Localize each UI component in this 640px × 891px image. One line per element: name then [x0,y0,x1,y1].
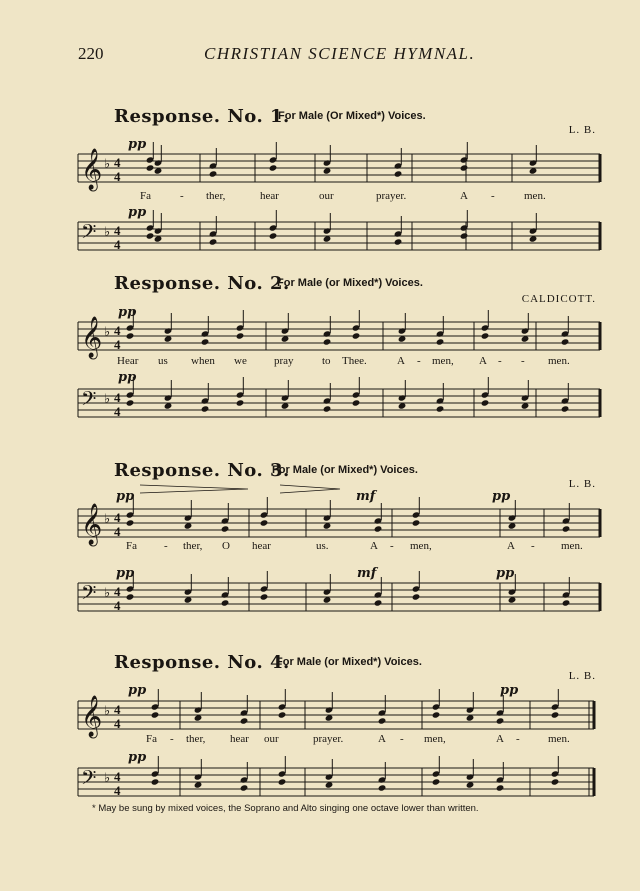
bass-clef-icon: 𝄢 [81,387,97,415]
note-head [460,232,469,239]
note-head [260,593,269,600]
response-title: Response. No. 1. [114,106,290,127]
note-head [394,238,403,245]
note-head [151,778,160,785]
lyrics-line [0,540,640,554]
dynamic-mark: pp [492,489,511,504]
lyric-syllable: men. [548,733,570,745]
lyric-syllable: men. [548,355,570,367]
note-head [126,519,135,526]
lyric-syllable: hear [230,733,249,745]
lyric-syllable: - [516,733,520,745]
lyric-syllable: Fa [126,540,137,552]
bass-staff [0,385,640,435]
note-head [278,778,287,785]
flat-icon: ♭ [104,511,111,526]
flat-icon: ♭ [104,156,111,171]
note-head [126,593,135,600]
treble-clef-icon: 𝄞 [81,504,103,545]
note-head [412,519,421,526]
lyric-syllable: Hear [117,355,139,367]
lyric-syllable: we [234,355,247,367]
dynamic-mark: pp [116,566,135,581]
bass-staff [0,579,640,629]
response-title: Response. No. 2. [114,273,290,294]
dynamic-mark: pp [128,683,147,698]
lyric-syllable: - [400,733,404,745]
note-head [126,399,135,406]
lyric-syllable: to [322,355,331,367]
lyric-syllable: ther, [206,190,226,202]
lyric-syllable: prayer. [313,733,344,745]
lyric-syllable: when [191,355,215,367]
time-signature: 4 [114,390,121,405]
bass-staff [0,218,640,268]
note-head [151,711,160,718]
note-head [221,525,230,532]
treble-clef-icon: 𝄞 [81,317,103,358]
dynamic-mark: pp [118,370,137,385]
time-signature: 4 [114,337,121,352]
footnote: * May be sung by mixed voices, the Soprano and Alto singing one octave lower than written. [92,803,479,814]
lyric-syllable: our [319,190,334,202]
dynamic-mark: pp [496,566,515,581]
time-signature: 4 [114,769,121,784]
lyric-syllable: our [264,733,279,745]
lyric-syllable: - [521,355,525,367]
composer: CALDICOTT. [521,293,596,305]
dynamic-mark: pp [118,305,137,320]
lyric-syllable: - [491,190,495,202]
note-head [374,599,383,606]
flat-icon: ♭ [104,585,111,600]
note-head [209,238,218,245]
note-head [374,525,383,532]
lyric-syllable: Fa [140,190,151,202]
lyric-syllable: men. [524,190,546,202]
time-signature: 4 [114,584,121,599]
flat-icon: ♭ [104,224,111,239]
lyric-syllable: pray [274,355,294,367]
note-head [323,405,332,412]
running-title: CHRISTIAN SCIENCE HYMNAL. [204,44,476,63]
note-head [432,711,441,718]
lyric-syllable: prayer. [376,190,407,202]
dynamic-mark: pp [116,489,135,504]
note-head [378,784,387,791]
lyric-syllable: - [164,540,168,552]
note-head [201,405,210,412]
note-head [562,525,571,532]
dynamic-mark: pp [500,683,519,698]
note-head [323,338,332,345]
note-head [561,338,570,345]
note-head [236,332,245,339]
time-signature: 4 [114,155,121,170]
note-head [496,784,505,791]
response-subtitle: For Male (Or Mixed*) Voices. [278,110,426,122]
lyric-syllable: - [390,540,394,552]
note-head [260,519,269,526]
time-signature: 4 [114,598,121,613]
lyric-syllable: A [378,733,386,745]
lyric-syllable: A [507,540,515,552]
time-signature: 4 [114,223,121,238]
lyric-syllable: men. [561,540,583,552]
lyric-syllable: A [397,355,405,367]
note-head [562,599,571,606]
time-signature: 4 [114,702,121,717]
lyrics-line [0,190,640,204]
note-head [551,711,560,718]
note-head [561,405,570,412]
note-head [240,784,249,791]
lyric-syllable: - [498,355,502,367]
bass-clef-icon: 𝄢 [81,220,97,248]
lyric-syllable: Fa [146,733,157,745]
response-subtitle: For Male (or Mixed*) Voices. [272,464,418,476]
flat-icon: ♭ [104,391,111,406]
dynamic-mark: pp [128,137,147,152]
composer: L. B. [568,478,596,490]
lyric-syllable: - [180,190,184,202]
note-head [352,399,361,406]
lyric-syllable: ther, [186,733,206,745]
response-subtitle: For Male (or Mixed*) Voices. [277,277,423,289]
note-head [481,332,490,339]
lyric-syllable: men, [424,733,446,745]
note-head [209,170,218,177]
composer: L. B. [568,670,596,682]
lyric-syllable: ther, [183,540,203,552]
time-signature: 4 [114,783,121,798]
lyric-syllable: hear [260,190,279,202]
note-head [278,711,287,718]
flat-icon: ♭ [104,324,111,339]
note-head [201,338,210,345]
treble-clef-icon: 𝄞 [81,696,103,737]
time-signature: 4 [114,524,121,539]
note-head [460,164,469,171]
note-head [236,399,245,406]
note-head [221,599,230,606]
note-head [269,164,278,171]
note-head [378,717,387,724]
bass-clef-icon: 𝄢 [81,581,97,609]
page-header [0,44,640,68]
lyric-syllable: - [170,733,174,745]
note-head [436,338,445,345]
time-signature: 4 [114,323,121,338]
lyric-syllable: - [417,355,421,367]
page-number: 220 [78,44,104,63]
lyric-syllable: hear [252,540,271,552]
lyric-syllable: us. [316,540,329,552]
dynamic-mark: pp [128,205,147,220]
note-head [146,164,155,171]
time-signature: 4 [114,404,121,419]
time-signature: 4 [114,237,121,252]
dynamic-mark: pp [128,750,147,765]
response-subtitle: For Male (or Mixed*) Voices. [276,656,422,668]
treble-clef-icon: 𝄞 [81,149,103,190]
note-head [432,778,441,785]
lyric-syllable: A [370,540,378,552]
bass-clef-icon: 𝄢 [81,766,97,794]
note-head [481,399,490,406]
lyric-syllable: A [479,355,487,367]
note-head [126,332,135,339]
lyric-syllable: - [531,540,535,552]
note-head [394,170,403,177]
response-title: Response. No. 3. [114,460,290,481]
note-head [436,405,445,412]
lyric-syllable: us [158,355,168,367]
lyric-syllable: Thee. [342,355,367,367]
composer: L. B. [568,124,596,136]
lyric-syllable: A [460,190,468,202]
time-signature: 4 [114,169,121,184]
note-head [269,232,278,239]
lyrics-line [0,733,640,747]
time-signature: 4 [114,716,121,731]
flat-icon: ♭ [104,703,111,718]
note-head [352,332,361,339]
lyric-syllable: men, [410,540,432,552]
time-signature: 4 [114,510,121,525]
note-head [146,232,155,239]
dynamic-mark: mf [356,489,376,504]
lyric-syllable: men, [432,355,454,367]
dynamic-mark: mf [357,566,377,581]
lyric-syllable: O [222,540,230,552]
note-head [496,717,505,724]
lyric-syllable: A [496,733,504,745]
note-head [551,778,560,785]
flat-icon: ♭ [104,770,111,785]
note-head [240,717,249,724]
lyrics-line [0,355,640,369]
note-head [412,593,421,600]
response-title: Response. No. 4. [114,652,290,673]
